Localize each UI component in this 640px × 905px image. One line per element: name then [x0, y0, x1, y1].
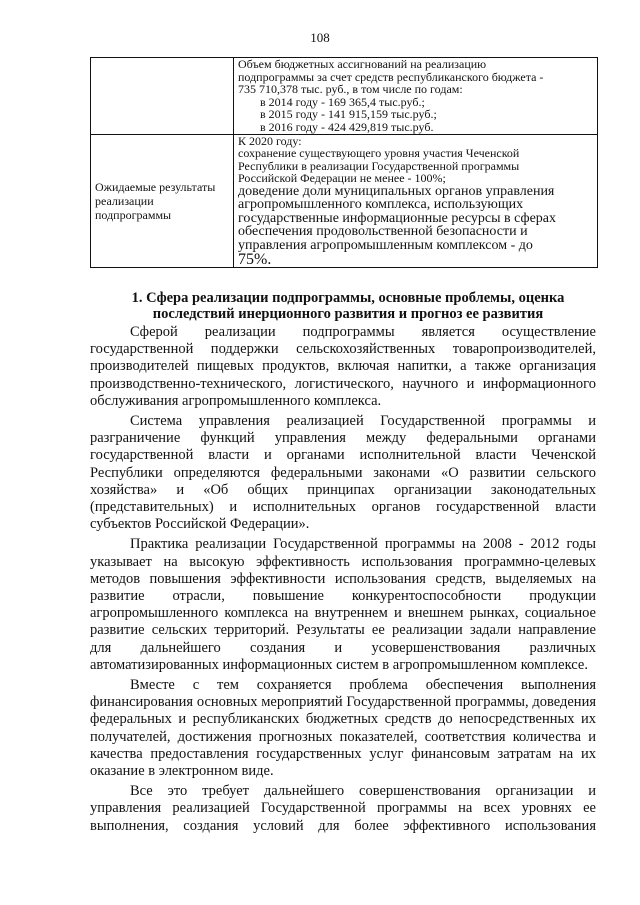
table-row	[91, 58, 598, 135]
budget-line: Объем бюджетных ассигнований на реализацию	[238, 57, 487, 71]
result-line: государственные информационные ресурсы в сферах	[238, 210, 557, 226]
result-line: Российской Федерации не менее - 100%;	[238, 171, 446, 186]
budget-line: 735 710,378 тыс. руб., в том числе по годам:	[238, 82, 463, 97]
paragraph: Вместе с тем сохраняется проблема обеспечения выполнения финансирования основных мероприятий Государственной программы, доведения федеральных и республиканских бюджетных средств до непосредственных их получателей, достижения прогнозных показателей, соответствия количества и качества предоставления государственных услуг финансовым затратам на их оказание в электронном виде.	[90, 677, 596, 780]
paragraph: Система управления реализацией Государственной программы и разграничение функций управления между федеральными органами государственной власти и органами исполнительной власти Чеченской Республики определяются федеральными законами «О развитии сельского хозяйства» и «Об общих принципах организации законодательных (представительных) и исполнительных органов государственной власти субъектов Российской Федерации».	[90, 413, 596, 533]
result-line: Республики в реализации Государственной программы	[238, 158, 520, 173]
budget-year-line: в 2014 году - 169 365,4 тыс.руб.;	[260, 94, 425, 109]
table-row	[91, 134, 598, 267]
budget-year-line: в 2015 году - 141 915,159 тыс.руб.;	[260, 107, 437, 122]
expected-results-cell	[234, 134, 598, 267]
result-line: К 2020 году:	[238, 133, 302, 148]
result-line: агропромышленного комплекса, использующих	[238, 197, 524, 213]
page-number: 108	[310, 30, 330, 45]
expected-results-label: Ожидаемые результаты реализации подпрограммы	[91, 134, 234, 267]
paragraph: Практика реализации Государственной программы на 2008 - 2012 годы указывает на высокую эффективность использования программно-целевых методов повышения эффективности использования средств, выделяемых на развитие отрасли, повышение конкурентоспособности продукции агропромышленного комплекса на внутреннем и внешнем рынках, социальное развитие сельских территорий. Результаты ее реализации задали направление для дальнейшего создания и усовершенствования различных автоматизированных информационных систем в агропромышленном комплексе.	[90, 536, 596, 673]
paragraph: Все это требует дальнейшего совершенствования организации и управления реализацией Государственной программы на всех уровнях ее выполнения, создания условий для более эффективного использования	[90, 783, 596, 834]
result-line-percent: 75%.	[238, 250, 272, 268]
result-line: сохранение существующего уровня участия Чеченской	[238, 146, 520, 161]
passport-table	[90, 57, 598, 268]
result-line: управления агропромышленным комплексом - до	[238, 237, 533, 253]
paragraph: Сферой реализации подпрограммы является осуществление государственной поддержки сельскохозяйственных товаропроизводителей, производителей пищевых продуктов, включая напитки, а также организация производственно-технического, логистического, научного и информационного обслуживания агропромышленного комплекса.	[90, 324, 596, 409]
body-text	[90, 324, 596, 838]
row-label-empty	[91, 58, 234, 135]
budget-cell	[234, 58, 598, 135]
section-title: 1. Сфера реализации подпрограммы, основные проблемы, оценка последствий инерционного развития и прогноз ее развития	[131, 290, 565, 322]
budget-line: подпрограммы за счет средств республиканского бюджета -	[238, 69, 544, 84]
result-line: обеспечения продовольственной безопасности и	[238, 224, 528, 240]
budget-year-line: в 2016 году - 424 429,819 тыс.руб.	[260, 119, 434, 134]
result-line: доведение доли муниципальных органов управления	[238, 183, 555, 199]
